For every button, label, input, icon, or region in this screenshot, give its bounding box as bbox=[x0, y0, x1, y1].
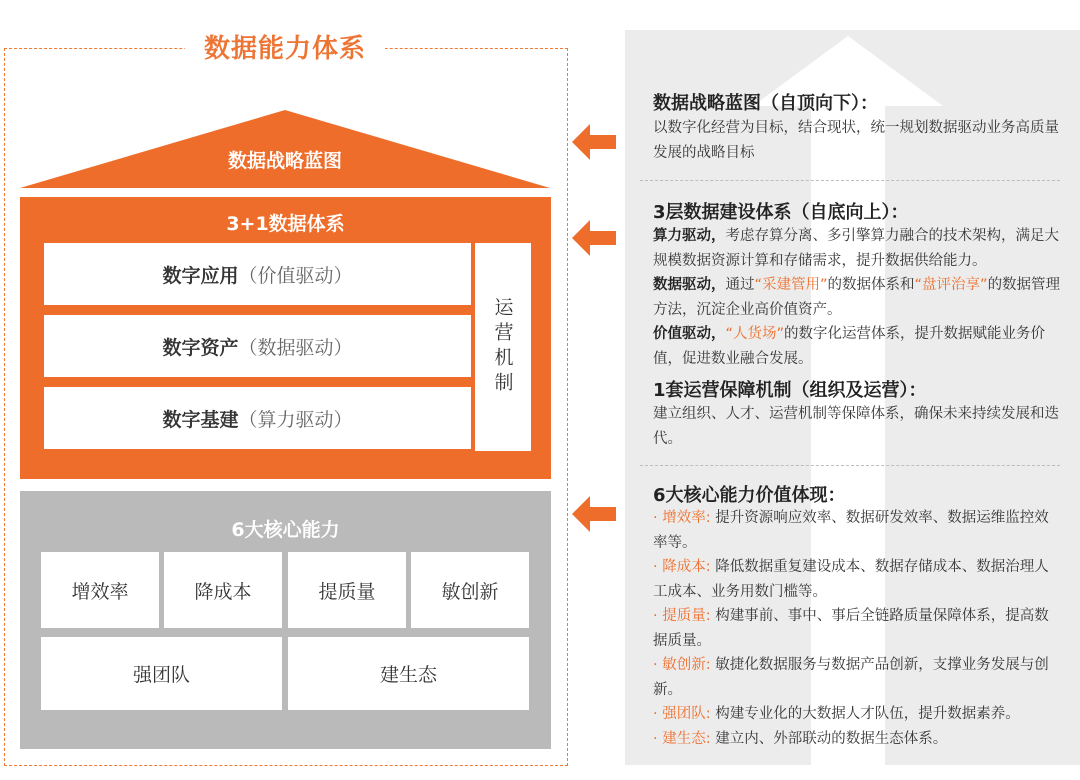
layer-note: （数据驱动） bbox=[238, 336, 353, 359]
capability-cell: 敏创新 bbox=[411, 552, 529, 628]
core-item: · 建生态: 建立内、外部联动的数据生态体系。 bbox=[653, 730, 948, 747]
value-post: 的数字化运营体系，提升数据赋能业务价值，促进数业融合发展。 bbox=[653, 326, 1046, 367]
core-item: · 降成本: 降低数据重复建设成本、数据存储成本、数据治理人工成本、业务用数门槛等。 bbox=[653, 559, 1049, 600]
core-item-label: 强团队: bbox=[662, 706, 711, 722]
data-highlight-2: “盘评治享” bbox=[914, 277, 988, 293]
core-item-label: 降成本: bbox=[662, 559, 711, 575]
layer-note: （价值驱动） bbox=[238, 264, 353, 287]
data-mid: 的数据体系和 bbox=[827, 277, 915, 293]
strategy-title: 数据战略蓝图（自顶向下）： bbox=[653, 93, 878, 114]
core-item-label: 提质量: bbox=[662, 608, 711, 624]
capability-title: 6大核心能力 bbox=[231, 519, 340, 541]
core-capabilities-box bbox=[20, 491, 551, 749]
layers-text bbox=[653, 224, 1063, 371]
operation-label: 运营机制 bbox=[491, 297, 514, 397]
data-system-box bbox=[20, 197, 551, 479]
core-item-label: 增效率: bbox=[662, 510, 711, 526]
data-pre: 通过 bbox=[725, 277, 755, 293]
core-item: · 增效率: 提升资源响应效率、数据研发效率、数据运维监控效率等。 bbox=[653, 510, 1049, 551]
layer-digital-infrastructure bbox=[44, 387, 471, 449]
compute-paragraph bbox=[653, 224, 1063, 273]
layer-note: （算力驱动） bbox=[238, 408, 353, 431]
arrow-left-icon bbox=[572, 124, 616, 160]
layer-digital-application bbox=[44, 243, 471, 305]
capability-cell: 强团队 bbox=[41, 637, 282, 710]
data-post: 的数据管理方法，沉淀企业高价值资产。 bbox=[653, 277, 1061, 318]
core-item-text: 构建事前、事中、事后全链路质量保障体系，提高数据质量。 bbox=[653, 608, 1049, 649]
value-label: 价值驱动， bbox=[653, 326, 726, 342]
core-item-label: 建生态: bbox=[662, 730, 711, 747]
strategy-text: 以数字化经营为目标，结合现状，统一规划数据驱动业务高质量发展的战略目标 bbox=[653, 120, 1059, 161]
section-divider bbox=[640, 180, 1060, 181]
layer-digital-assets bbox=[44, 315, 471, 377]
arrow-left-icon bbox=[572, 496, 616, 532]
core-item-text: 敏捷化数据服务与数据产品创新，支撑业务发展与创新。 bbox=[653, 657, 1049, 698]
layer-name: 数字基建 bbox=[162, 408, 239, 431]
data-label: 数据驱动， bbox=[653, 277, 726, 293]
layer-name: 数字资产 bbox=[162, 336, 239, 359]
capability-cell: 建生态 bbox=[288, 637, 529, 710]
core-item: · 提质量: 构建事前、事中、事后全链路质量保障体系，提高数据质量。 bbox=[653, 608, 1049, 649]
section-divider bbox=[640, 465, 1060, 466]
core-item-text: 构建专业化的大数据人才队伍，提升数据素养。 bbox=[715, 706, 1020, 722]
core-list bbox=[653, 506, 1063, 751]
compute-text: 考虑存算分离、多引擎算力融合的技术架构，满足大规模数据资源计算和存储需求，提升数据供给能力。 bbox=[653, 228, 1059, 269]
core-item-text: 建立内、外部联动的数据生态体系。 bbox=[715, 730, 948, 747]
ops-text: 建立组织、人才、运营机制等保障体系，确保未来持续发展和迭代。 bbox=[653, 406, 1059, 447]
system-title: 3+1数据体系 bbox=[226, 213, 345, 235]
operation-mechanism-box bbox=[475, 243, 531, 451]
layers-title: 3层数据建设体系（自底向上）： bbox=[653, 202, 909, 223]
core-title: 6大核心能力价值体现： bbox=[653, 485, 846, 506]
data-paragraph bbox=[653, 273, 1063, 322]
diagram-title: 数据能力体系 bbox=[185, 30, 385, 68]
capability-cell: 提质量 bbox=[288, 552, 406, 628]
capability-cell: 降成本 bbox=[164, 552, 282, 628]
layer-name: 数字应用 bbox=[162, 264, 239, 287]
core-item-text: 降低数据重复建设成本、数据存储成本、数据治理人工成本、业务用数门槛等。 bbox=[653, 559, 1049, 600]
ops-title: 1套运营保障机制（组织及运营）： bbox=[653, 380, 927, 401]
roof-label: 数据战略蓝图 bbox=[227, 150, 342, 172]
capability-cell: 增效率 bbox=[41, 552, 159, 628]
arrow-left-icon bbox=[572, 220, 616, 256]
core-item: · 敏创新: 敏捷化数据服务与数据产品创新，支撑业务发展与创新。 bbox=[653, 657, 1049, 698]
core-item: · 强团队: 构建专业化的大数据人才队伍，提升数据素养。 bbox=[653, 706, 1020, 722]
core-item-label: 敏创新: bbox=[662, 657, 711, 673]
value-paragraph bbox=[653, 322, 1063, 371]
data-highlight-1: “采建管用” bbox=[754, 277, 828, 293]
value-highlight: “人货场” bbox=[725, 326, 785, 342]
compute-label: 算力驱动， bbox=[653, 228, 726, 244]
core-item-text: 提升资源响应效率、数据研发效率、数据运维监控效率等。 bbox=[653, 510, 1049, 551]
